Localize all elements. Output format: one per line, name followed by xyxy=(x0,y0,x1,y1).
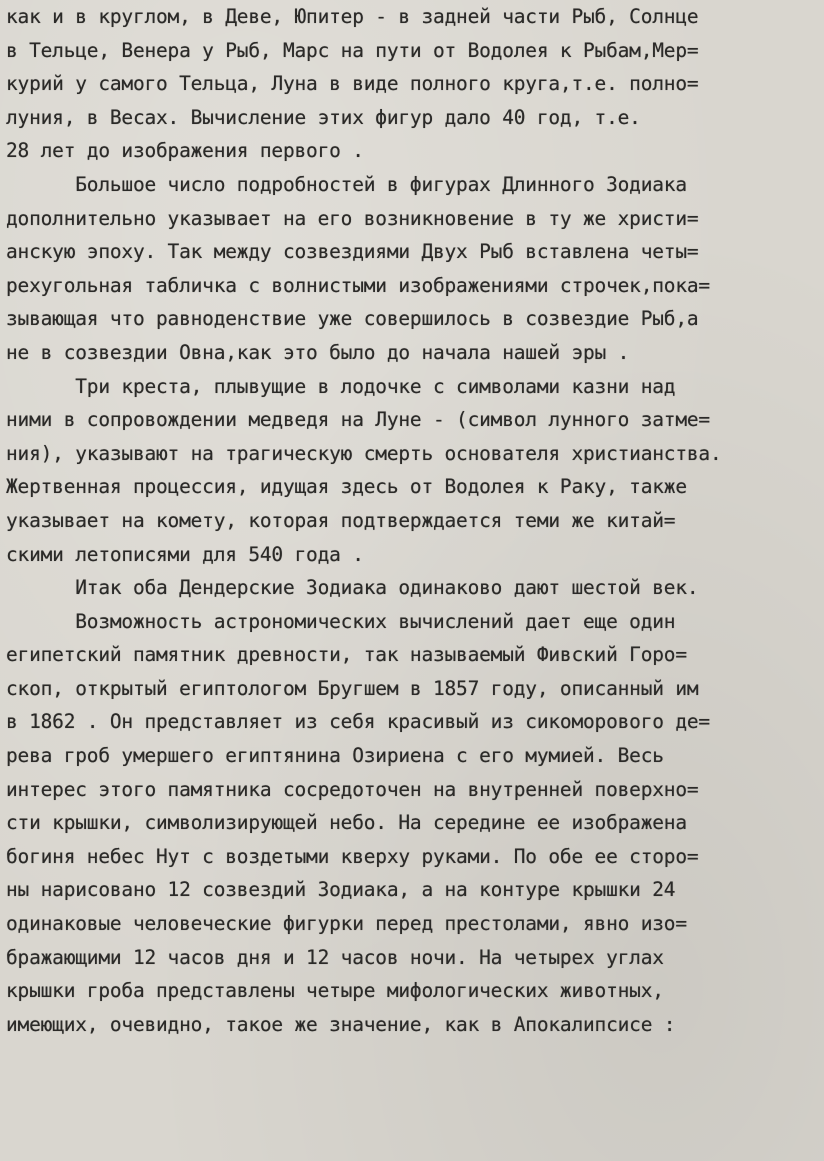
text-line: ны нарисовано 12 созвездий Зодиака, а на контуре крышки 24 xyxy=(6,878,676,902)
text-line: ния), указывают на трагическую смерть основателя христианства. xyxy=(6,441,722,465)
text-line: рехугольная табличка с волнистыми изображениями строчек,пока= xyxy=(6,273,710,297)
text-line: одинаковые человеческие фигурки перед престолами, явно изо= xyxy=(6,912,687,936)
text-line: Возможность астрономических вычислений дает еще один xyxy=(6,609,676,633)
text-line: сти крышки, символизирующей небо. На середине ее изображена xyxy=(6,811,687,835)
text-line: Жертвенная процессия, идущая здесь от Водолея к Раку, также xyxy=(6,475,687,499)
text-line: в Тельце, Венера у Рыб, Марс на пути от Водолея к Рыбам,Мер= xyxy=(6,38,699,62)
text-line: как и в круглом, в Деве, Юпитер - в задней части Рыб, Солнце xyxy=(6,5,699,28)
text-line: указывает на комету, которая подтверждается теми же китай= xyxy=(6,508,676,532)
text-line: зывающая что равноденствие уже совершилось в созвездие Рыб,а xyxy=(6,307,699,331)
text-line: дополнительно указывает на его возникновение в ту же христи= xyxy=(6,206,699,230)
text-line: курий у самого Тельца, Луна в виде полного круга,т.е. полно= xyxy=(6,72,699,96)
text-line: скоп, открытый египтологом Бругшем в 1857 году, описанный им xyxy=(6,676,699,700)
text-line: скими летописями для 540 года . xyxy=(6,542,364,566)
text-line: 28 лет до изображения первого . xyxy=(6,139,364,163)
text-line: Итак оба Дендерские Зодиака одинаково дают шестой век. xyxy=(6,576,699,600)
text-line: рева гроб умершего египтянина Озириена с его мумией. Весь xyxy=(6,744,664,768)
typewritten-text xyxy=(6,0,818,1041)
text-line: богиня небес Нут с воздетыми кверху руками. По обе ее сторо= xyxy=(6,844,699,868)
text-line: луния, в Весах. Вычисление этих фигур дало 40 год, т.е. xyxy=(6,105,641,129)
text-line: интерес этого памятника сосредоточен на внутренней поверхно= xyxy=(6,777,699,801)
text-line: ними в сопровождении медведя на Луне - (символ лунного затме= xyxy=(6,408,710,432)
text-line: не в созвездии Овна,как это было до начала нашей эры . xyxy=(6,340,630,364)
text-line: египетский памятник древности, так называемый Фивский Горо= xyxy=(6,643,687,667)
text-line: Три креста, плывущие в лодочке с символами казни над xyxy=(6,374,676,398)
text-line: в 1862 . Он представляет из себя красивый из сикоморового де= xyxy=(6,710,710,734)
text-line: бражающими 12 часов дня и 12 часов ночи. На четырех углах xyxy=(6,945,664,969)
text-line: имеющих, очевидно, такое же значение, как в Апокалипсисе : xyxy=(6,1012,676,1036)
text-line: анскую эпоху. Так между созвездиями Двух Рыб вставлена четы= xyxy=(6,240,699,264)
text-line: крышки гроба представлены четыре мифологических животных, xyxy=(6,979,664,1003)
text-line: Большое число подробностей в фигурах Длинного Зодиака xyxy=(6,172,687,196)
